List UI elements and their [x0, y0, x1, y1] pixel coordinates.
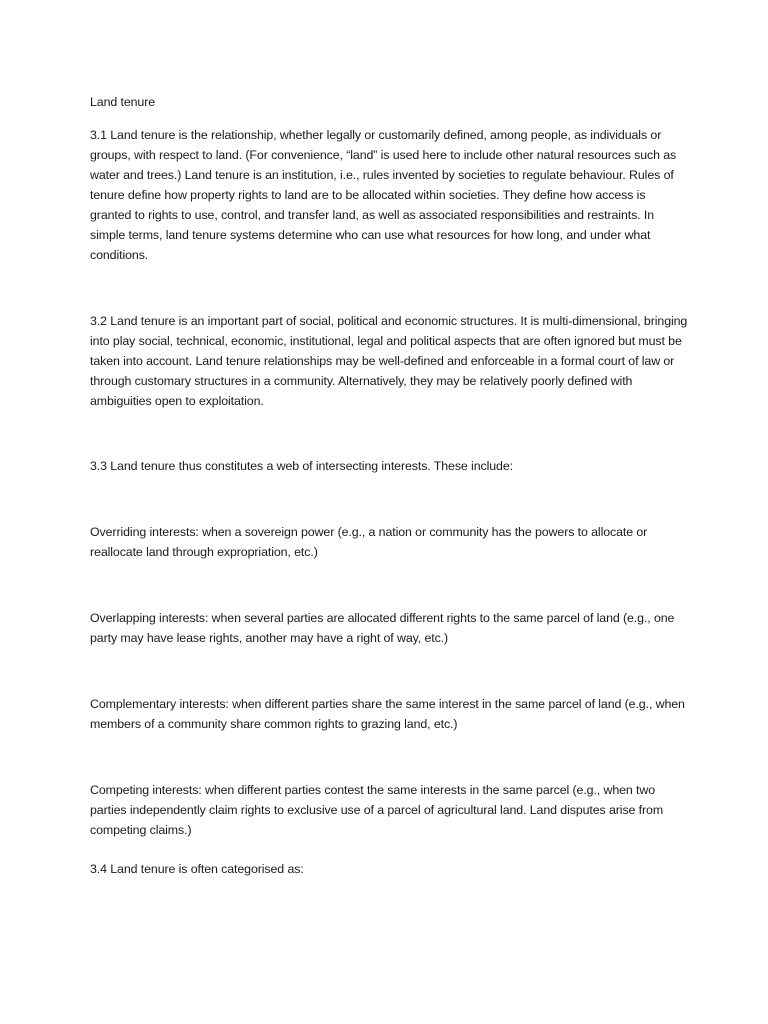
paragraph-3-1: 3.1 Land tenure is the relationship, whether legally or customarily defined, among people, as individuals or groups, with respect to land. (For convenience, “land” is used here to include other natural resources such as water and trees.) Land tenure is an institution, i.e., rules invented by societies to regulate behaviour. Rules of tenure define how property rights to land are to be allocated within societies. They define how access is granted to rights to use, control, and transfer land, as well as associated responsibilities and restraints. In simple terms, land tenure systems determine who can use what resources for how long, and under what conditions. [90, 128, 677, 262]
paragraph-complementary-interests: Complementary interests: when different parties share the same interest in the same parcel of land (e.g., when members of a community share common rights to grazing land, etc.) [90, 697, 685, 731]
paragraph-3-4: 3.4 Land tenure is often categorised as: [90, 862, 304, 876]
paragraph-competing-interests: Competing interests: when different parties contest the same interests in the same parcel (e.g., when two parties independently claim rights to exclusive use of a parcel of agricultural land. Land disputes arise from competing claims.) [90, 783, 664, 837]
paragraph-overlapping-interests: Overlapping interests: when several parties are allocated different rights to the same parcel of land (e.g., one party may have lease rights, another may have a right of way, etc.) [90, 611, 675, 645]
paragraph-overriding-interests: Overriding interests: when a sovereign power (e.g., a nation or community has the powers to allocate or reallocate land through expropriation, etc.) [90, 525, 648, 559]
document-title: Land tenure [90, 95, 156, 109]
paragraph-3-3: 3.3 Land tenure thus constitutes a web of intersecting interests. These include: [90, 459, 513, 473]
paragraph-3-2: 3.2 Land tenure is an important part of social, political and economic structures. It is multi-dimensional, bringing into play social, technical, economic, institutional, legal and political aspects that are often ignored but must be taken into account. Land tenure relationships may be well-defined and enforceable in a formal court of law or through customary structures in a community. Alternatively, they may be relatively poorly defined with ambiguities open to exploitation. [90, 314, 688, 408]
